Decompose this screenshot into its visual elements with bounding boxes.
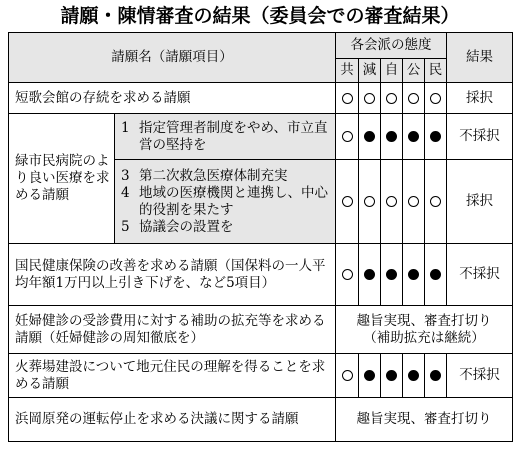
header-faction-attitude: 各会派の態度: [336, 33, 447, 59]
petition-name-hospital: 緑市民病院のより良い医療を求める請願: [9, 114, 115, 244]
result-cell: 採択: [447, 83, 513, 114]
open-circle-mark: [430, 196, 441, 207]
header-faction: 減: [359, 59, 381, 83]
result-cell: 不採択: [447, 244, 513, 306]
open-circle-mark: [342, 196, 353, 207]
header-result: 結果: [447, 33, 513, 83]
header-petition-name: 請願名（請願項目）: [9, 33, 336, 83]
results-table: [8, 32, 513, 442]
result-cell: 不採択: [447, 114, 513, 160]
filled-circle-mark: [408, 131, 419, 142]
header-faction: 共: [336, 59, 359, 83]
petition-item: 1 指定管理者制度をやめ、市立直営の堅持を: [121, 119, 328, 153]
merged-result-cell: [336, 306, 513, 354]
petition-name: 妊婦健診の受診費用に対する補助の拡充等を求める請願（妊婦健診の周知徹底を）: [9, 306, 336, 354]
petition-item: 4 地域の医療機関と連携し、中心的役割を果たす: [121, 184, 328, 218]
open-circle-mark: [408, 196, 419, 207]
filled-circle-mark: [386, 131, 397, 142]
petition-item: 3 第二次救急医療体制充実: [121, 167, 288, 184]
open-circle-mark: [342, 131, 353, 142]
table-row: [9, 244, 513, 306]
open-circle-mark: [342, 269, 353, 280]
table-row: [9, 114, 513, 160]
table-row: [9, 306, 513, 354]
petition-item: 5 協議会の設置を: [121, 218, 234, 235]
filled-circle-mark: [430, 269, 441, 280]
filled-circle-mark: [364, 131, 375, 142]
filled-circle-mark: [430, 370, 441, 381]
filled-circle-mark: [430, 131, 441, 142]
open-circle-mark: [364, 93, 375, 104]
open-circle-mark: [386, 196, 397, 207]
result-cell: 採択: [447, 160, 513, 244]
table-row: [9, 398, 513, 442]
table-row: [9, 354, 513, 398]
merged-result-line: （補助拡充は継続）: [363, 329, 485, 346]
petition-name: 火葬場建設について地元住民の理解を得ることを求める請願: [9, 354, 336, 398]
petition-name: 短歌会館の存続を求める請願: [9, 83, 336, 114]
merged-result-cell: 趣旨実現、審査打切り: [336, 398, 513, 442]
filled-circle-mark: [386, 370, 397, 381]
filled-circle-mark: [386, 269, 397, 280]
merged-result-line: 趣旨実現、審査打切り: [356, 312, 492, 329]
header-faction: 民: [425, 59, 447, 83]
open-circle-mark: [364, 196, 375, 207]
petition-name: 国民健康保険の改善を求める請願（国保料の一人平均年額1万円以上引き下げを、など5項目）: [9, 244, 336, 306]
page-title: 請願・陳情審査の結果（委員会での審査結果）: [60, 5, 460, 27]
table-row: [9, 83, 513, 114]
filled-circle-mark: [364, 370, 375, 381]
petition-items: [115, 160, 336, 244]
open-circle-mark: [342, 93, 353, 104]
filled-circle-mark: [364, 269, 375, 280]
open-circle-mark: [342, 370, 353, 381]
filled-circle-mark: [408, 269, 419, 280]
open-circle-mark: [386, 93, 397, 104]
header-faction: 自: [381, 59, 403, 83]
result-cell: 不採択: [447, 354, 513, 398]
open-circle-mark: [408, 93, 419, 104]
petition-name: 浜岡原発の運転停止を求める決議に関する請願: [9, 398, 336, 442]
header-faction: 公: [403, 59, 425, 83]
open-circle-mark: [430, 93, 441, 104]
petition-items: [115, 114, 336, 160]
filled-circle-mark: [408, 370, 419, 381]
